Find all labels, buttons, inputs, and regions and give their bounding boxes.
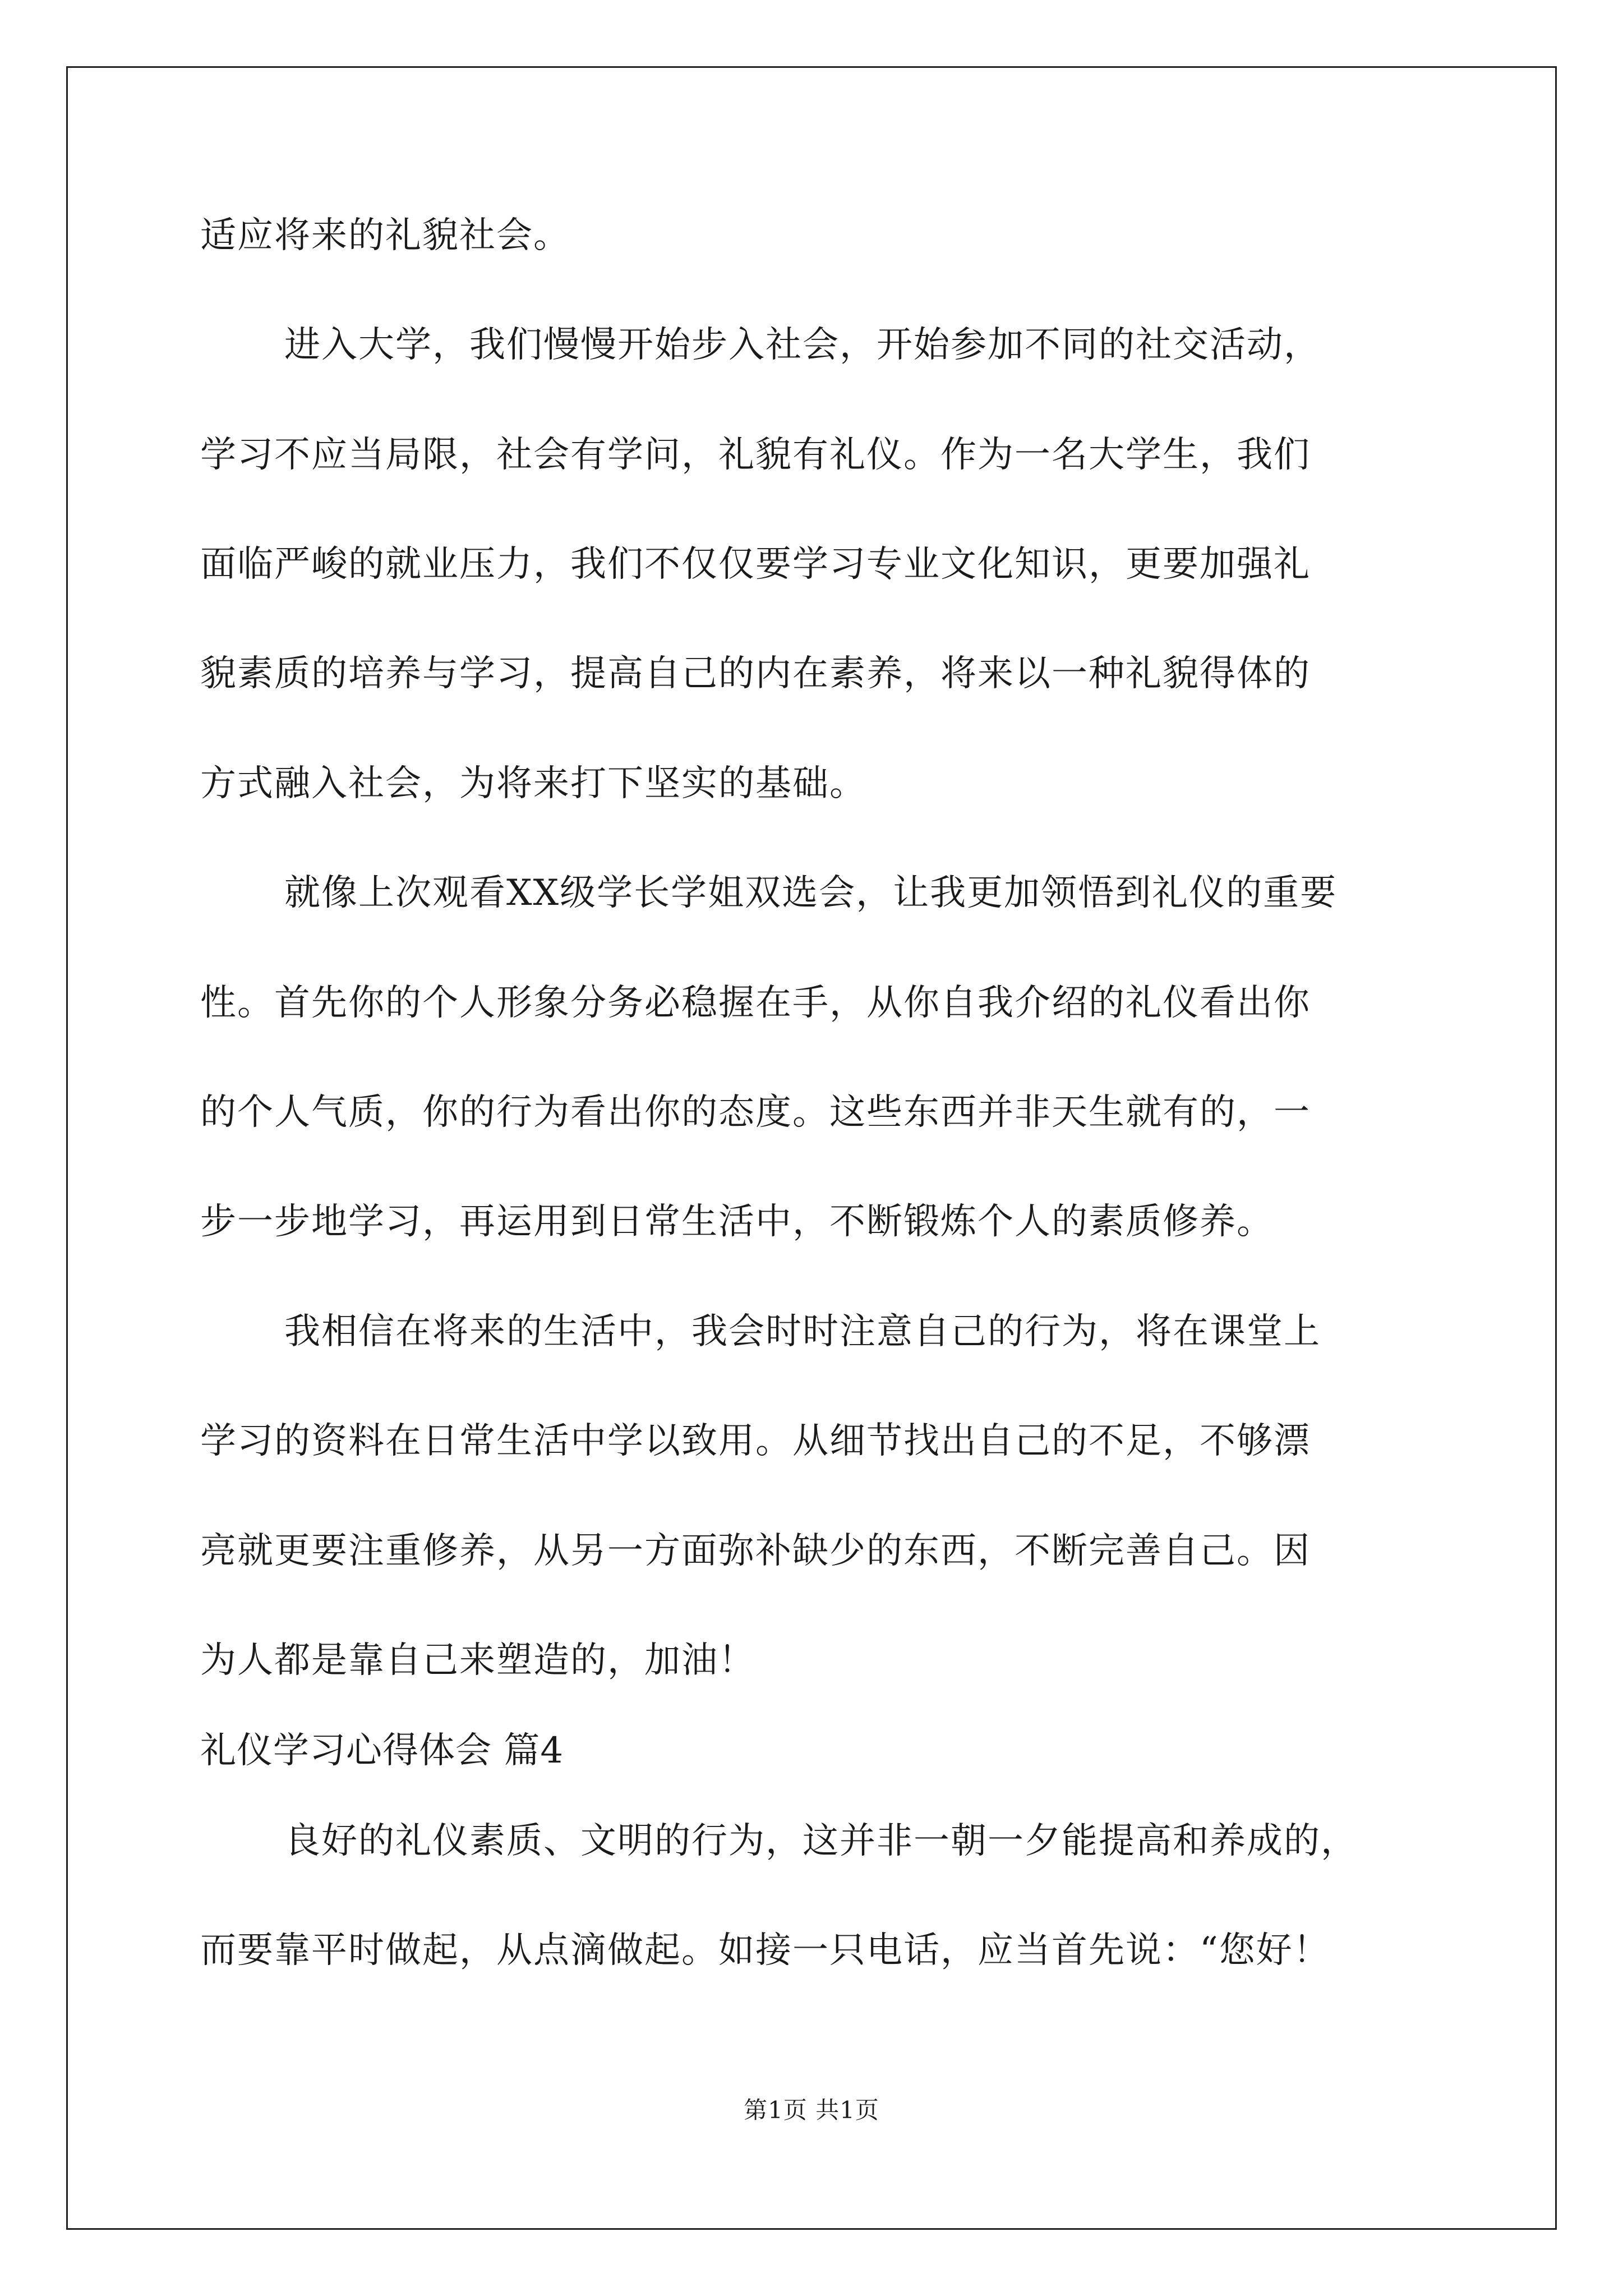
text-line: 亮就更要注重修养，从另一方面弥补缺少的东西，不断完善自己。因: [200, 1530, 1311, 1572]
page-border: [66, 66, 1557, 2230]
paragraph-start-line: 进入大学，我们慢慢开始步入社会，开始参加不同的社交活动，: [284, 324, 1321, 366]
page-footer: 第1页 共1页: [744, 2096, 879, 2124]
text-line: 为人都是靠自己来塑造的，加油！: [200, 1640, 755, 1681]
section-heading: 礼仪学习心得体会 篇4: [200, 1730, 564, 1772]
text-line: 性。首先你的个人形象分务必稳握在手，从你自我介绍的礼仪看出你: [200, 982, 1311, 1024]
text-line: 适应将来的礼貌社会。: [200, 215, 570, 256]
paragraph-start-line: 就像上次观看XX级学长学姐双选会，让我更加领悟到礼仪的重要: [284, 872, 1338, 914]
text-line: 方式融入社会，为将来打下坚实的基础。: [200, 763, 866, 804]
text-line: 而要靠平时做起，从点滴做起。如接一只电话，应当首先说：“您好！: [200, 1930, 1330, 1971]
text-line: 学习的资料在日常生活中学以致用。从细节找出自己的不足，不够漂: [200, 1420, 1311, 1462]
text-line: 学习不应当局限，社会有学问，礼貌有礼仪。作为一名大学生，我们: [200, 434, 1311, 476]
text-line: 的个人气质，你的行为看出你的态度。这些东西并非天生就有的，一: [200, 1092, 1311, 1133]
text-line: 貌素质的培养与学习，提高自己的内在素养，将来以一种礼貌得体的: [200, 653, 1311, 694]
paragraph-start-line: 我相信在将来的生活中，我会时时注意自己的行为，将在课堂上: [284, 1311, 1321, 1352]
text-line: 步一步地学习，再运用到日常生活中，不断锻炼个人的素质修养。: [200, 1201, 1274, 1243]
paragraph-start-line: 良好的礼仪素质、文明的行为，这并非一朝一夕能提高和养成的，: [284, 1820, 1358, 1862]
text-line: 面临严峻的就业压力，我们不仅仅要学习专业文化知识，更要加强礼: [200, 544, 1311, 585]
